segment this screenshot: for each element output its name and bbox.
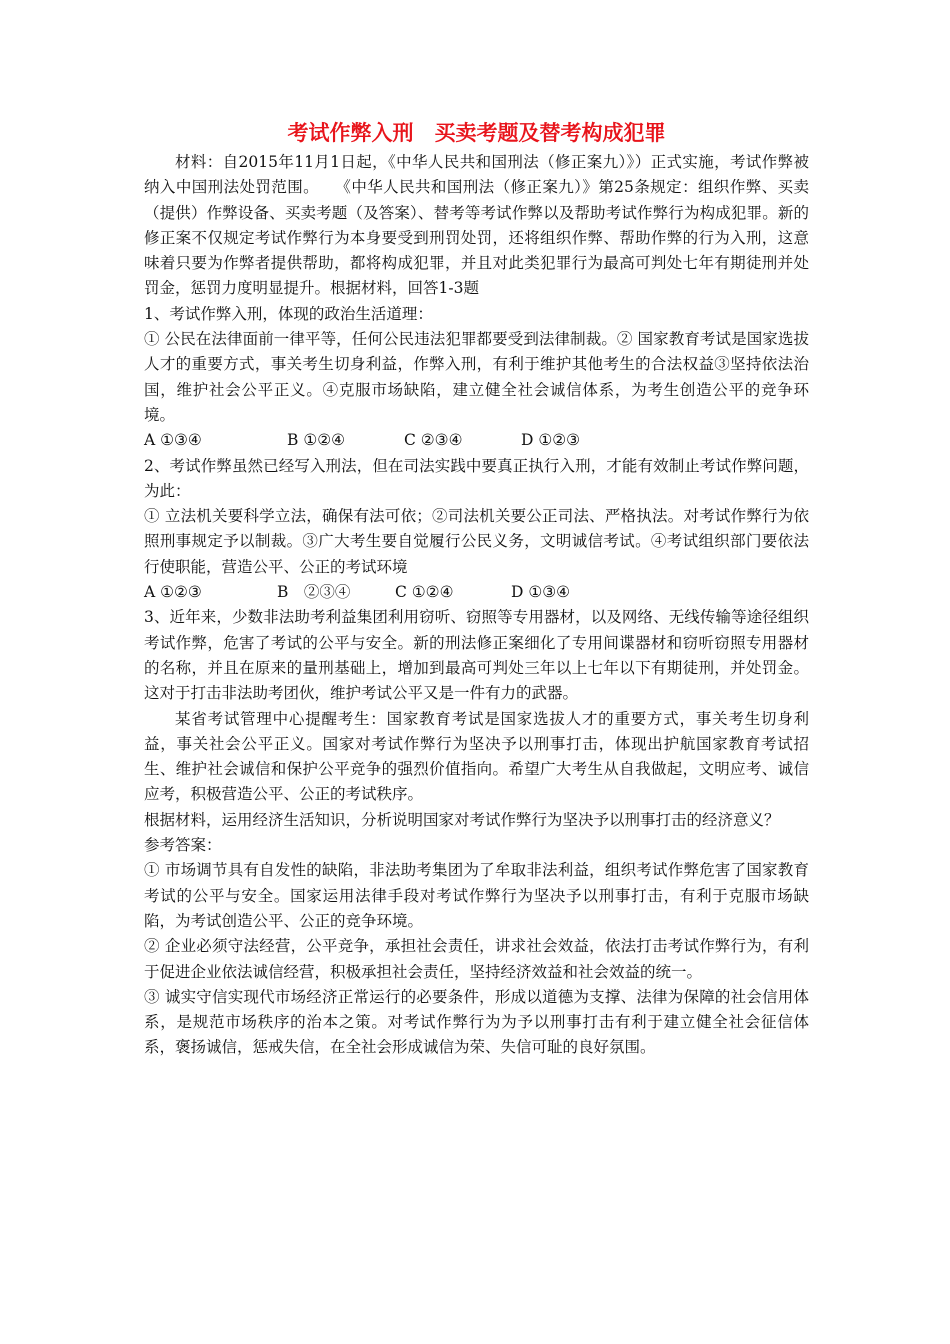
answer-heading: 参考答案： <box>144 836 222 855</box>
q2-option-c: C ①②④ <box>395 583 454 602</box>
q2-option-b: B ②③④ <box>277 583 351 602</box>
question-3-material-1: 3、近年来，少数非法助考利益集团利用窃听、窃照等专用器材，以及网络、无线传输等途径组织考试作弊，危害了考试的公平与安全。新的刑法修正案细化了专用间谍器材和窃听窃照专用器材的名称，并且在原来的量刑基础上，增加到最高可判处三年以上七年以下有期徒刑，并处罚金。这对于打击非法助考团伙，维护考试公平又是一件有力的武器。 <box>144 608 809 703</box>
q1-option-a: A ①③④ <box>144 431 202 450</box>
question-1-statements: ① 公民在法律面前一律平等，任何公民违法犯罪都要受到法律制裁。② 国家教育考试是国家选拔人才的重要方式，事关考生切身利益，作弊入刑，有利于维护其他考生的合法权益③坚持依法治国，维护社会公平正义。④克服市场缺陷，建立健全社会诚信体系，为考生创造公平的竞争环境。 <box>144 330 809 424</box>
document-page <box>144 118 809 1061</box>
q1-option-c: C ②③④ <box>404 431 463 450</box>
question-1: 1、考试作弊入刑，体现的政治生活道理： <box>144 304 433 323</box>
answer-point-2: ② 企业必须守法经营，公平竞争，承担社会责任，讲求社会效益，依法打击考试作弊行为，有利于促进企业依法诚信经营，积极承担社会责任，坚持经济效益和社会效益的统一。 <box>144 937 809 981</box>
q2-option-a: A ①②③ <box>144 583 202 602</box>
question-2-statements: ① 立法机关要科学立法，确保有法可依；②司法机关要公正司法、严格执法。对考试作弊行为依照刑事规定予以制裁。③广大考生要自觉履行公民义务，文明诚信考试。④考试组织部门要依法行使职能，营造公平、公正的考试环境 <box>144 507 809 576</box>
document-title: 考试作弊入刑 买卖考题及替考构成犯罪 <box>287 120 666 145</box>
intro-material: 材料：自2015年11月1日起，《中华人民共和国刑法（修正案九）》）正式实施，考试作弊被纳入中国刑法处罚范围。 《中华人民共和国刑法（修正案九）》第25条规定：组织作弊、买卖（提供）作弊设备、买卖考题（及答案）、替考等考试作弊以及帮助考试作弊行为构成犯罪。新的修正案不仅规定考试作弊行为本身要受到刑罚处罚，还将组织作弊、帮助作弊的行为入刑，这意味着只要为作弊者提供帮助，都将构成犯罪，并且对此类犯罪行为最高可判处七年有期徒刑并处罚金，惩罚力度明显提升。根据材料，回答1-3题 <box>144 153 809 298</box>
question-2: 2、考试作弊虽然已经写入刑法，但在司法实践中要真正执行入刑，才能有效制止考试作弊问题，为此： <box>144 456 809 500</box>
question-2-options <box>144 580 809 605</box>
answer-point-1: ① 市场调节具有自发性的缺陷，非法助考集团为了牟取非法利益，组织考试作弊危害了国家教育考试的公平与安全。国家运用法律手段对考试作弊行为坚决予以刑事打击，有利于克服市场缺陷，为考试创造公平、公正的竞争环境。 <box>144 861 809 930</box>
answer-point-3: ③ 诚实守信实现代市场经济正常运行的必要条件，形成以道德为支撑、法律为保障的社会信用体系，是规范市场秩序的治本之策。对考试作弊行为为予以刑事打击有利于建立健全社会征信体系，褒扬诚信，惩戒失信，在全社会形成诚信为荣、失信可耻的良好氛围。 <box>144 987 809 1057</box>
question-3: 根据材料，运用经济生活知识，分析说明国家对考试作弊行为坚决予以刑事打击的经济意义？ <box>144 810 780 829</box>
question-1-options <box>144 428 809 453</box>
q2-option-d: D ①③④ <box>511 583 571 602</box>
q1-option-d: D ①②③ <box>521 431 581 450</box>
q1-option-b: B ①②④ <box>287 431 346 450</box>
question-3-material-2: 某省考试管理中心提醒考生：国家教育考试是国家选拔人才的重要方式，事关考生切身利益，事关社会公平正义。国家对考试作弊行为坚决予以刑事打击，体现出护航国家教育考试招生、维护社会诚信和保护公平竞争的强烈价值指向。希望广大考生从自我做起，文明应考、诚信应考，积极营造公平、公正的考试秩序。 <box>144 709 809 804</box>
